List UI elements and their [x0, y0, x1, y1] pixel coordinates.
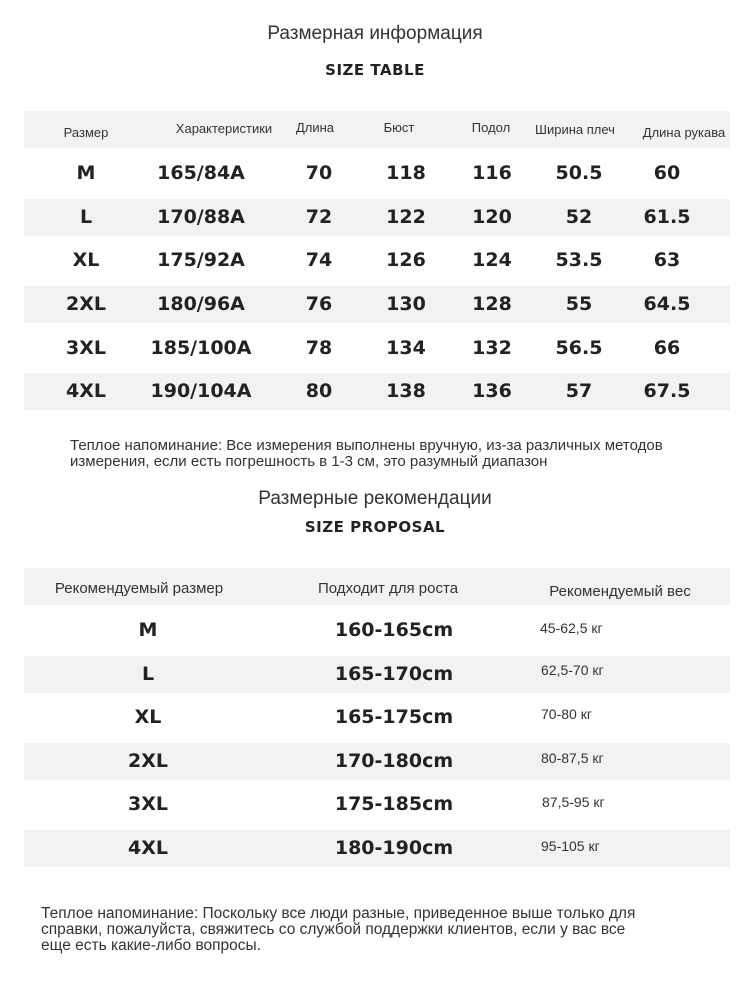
cell-bust: 126	[386, 249, 426, 271]
cell-length: 80	[305, 380, 333, 402]
cell-shoulder: 56.5	[555, 337, 603, 359]
cell-rec-size: 2XL	[128, 750, 168, 772]
header-shoulder: Ширина плеч	[535, 122, 615, 137]
size-proposal-subtitle: SIZE PROPOSAL	[304, 518, 446, 536]
cell-height: 165-170cm	[334, 663, 454, 685]
cell-hem: 136	[472, 380, 512, 402]
size-proposal-row	[24, 699, 730, 736]
cell-shoulder: 55	[565, 293, 593, 315]
cell-sleeve: 61.5	[643, 206, 691, 228]
size-proposal-note	[41, 906, 741, 954]
cell-height: 180-190cm	[334, 837, 454, 859]
size-table-row	[24, 373, 730, 410]
header-size: Размер	[63, 125, 109, 140]
cell-weight: 62,5-70 кг	[541, 662, 604, 678]
size-table-row	[24, 286, 730, 323]
cell-shoulder: 52	[565, 206, 593, 228]
cell-specs: 165/84A	[157, 162, 245, 184]
size-table-row	[24, 155, 730, 192]
cell-hem: 124	[472, 249, 512, 271]
size-proposal-row	[24, 786, 730, 823]
cell-bust: 122	[386, 206, 426, 228]
cell-rec-size: XL	[134, 706, 162, 728]
cell-specs: 180/96A	[157, 293, 245, 315]
size-proposal-header-row	[24, 568, 730, 605]
cell-bust: 130	[386, 293, 426, 315]
cell-specs: 175/92A	[157, 249, 245, 271]
cell-specs: 170/88A	[157, 206, 245, 228]
cell-rec-size: 4XL	[128, 837, 168, 859]
cell-height: 170-180cm	[334, 750, 454, 772]
cell-sleeve: 66	[653, 337, 681, 359]
size-table-subtitle: SIZE TABLE	[325, 61, 425, 79]
cell-specs: 185/100A	[150, 337, 252, 359]
cell-hem: 132	[472, 337, 512, 359]
size-proposal-row	[24, 612, 730, 649]
cell-rec-size: L	[141, 663, 155, 685]
size-table-row	[24, 330, 730, 367]
size-table-title: Размерная информация	[267, 23, 483, 44]
cell-sleeve: 60	[653, 162, 681, 184]
cell-weight: 95-105 кг	[541, 838, 600, 854]
cell-bust: 118	[386, 162, 426, 184]
cell-rec-size: 3XL	[128, 793, 168, 815]
cell-length: 72	[305, 206, 333, 228]
cell-length: 78	[305, 337, 333, 359]
header-specs: Характеристики	[175, 121, 273, 136]
note-line: измерения, если есть погрешность в 1-3 см, это разумный диапазон	[70, 453, 548, 470]
note-line: справки, пожалуйста, свяжитесь со службой поддержки клиентов, если у вас все	[41, 921, 626, 938]
cell-bust: 134	[386, 337, 426, 359]
cell-sleeve: 63	[653, 249, 681, 271]
note-line: Теплое напоминание: Поскольку все люди разные, приведенное выше только для	[41, 905, 636, 922]
cell-size: M	[76, 162, 96, 184]
cell-height: 160-165cm	[334, 619, 454, 641]
size-table-row	[24, 199, 730, 236]
size-proposal-row	[24, 830, 730, 867]
cell-size: 3XL	[66, 337, 106, 359]
size-table-note	[70, 438, 730, 470]
cell-size: XL	[72, 249, 100, 271]
cell-weight: 80-87,5 кг	[541, 750, 604, 766]
cell-weight: 70-80 кг	[541, 706, 592, 722]
cell-size: 4XL	[66, 380, 106, 402]
cell-shoulder: 57	[565, 380, 593, 402]
size-proposal-row	[24, 743, 730, 780]
cell-bust: 138	[386, 380, 426, 402]
header-hem: Подол	[471, 120, 511, 135]
size-table-header-row	[24, 111, 730, 148]
cell-height: 165-175cm	[334, 706, 454, 728]
cell-length: 74	[305, 249, 333, 271]
header-height: Подходит для роста	[317, 580, 459, 597]
header-length: Длина	[295, 120, 335, 135]
cell-weight: 87,5-95 кг	[542, 794, 605, 810]
cell-length: 76	[305, 293, 333, 315]
header-bust: Бюст	[383, 120, 415, 135]
header-weight: Рекомендуемый вес	[549, 583, 691, 600]
note-line: еще есть какие-либо вопросы.	[41, 937, 261, 954]
header-rec-size: Рекомендуемый размер	[54, 580, 224, 597]
header-sleeve: Длина рукава	[642, 125, 726, 140]
note-line: Теплое напоминание: Все измерения выполнены вручную, из-за различных методов	[70, 437, 663, 454]
cell-shoulder: 50.5	[555, 162, 603, 184]
cell-specs: 190/104A	[150, 380, 252, 402]
size-table-row	[24, 242, 730, 279]
cell-size: 2XL	[66, 293, 106, 315]
cell-height: 175-185cm	[334, 793, 454, 815]
cell-sleeve: 64.5	[643, 293, 691, 315]
size-proposal-row	[24, 656, 730, 693]
cell-hem: 120	[472, 206, 512, 228]
cell-hem: 116	[472, 162, 512, 184]
cell-weight: 45-62,5 кг	[540, 620, 603, 636]
cell-rec-size: M	[138, 619, 158, 641]
cell-length: 70	[305, 162, 333, 184]
cell-shoulder: 53.5	[555, 249, 603, 271]
cell-size: L	[79, 206, 93, 228]
size-proposal-title: Размерные рекомендации	[258, 488, 492, 509]
cell-sleeve: 67.5	[643, 380, 691, 402]
cell-hem: 128	[472, 293, 512, 315]
